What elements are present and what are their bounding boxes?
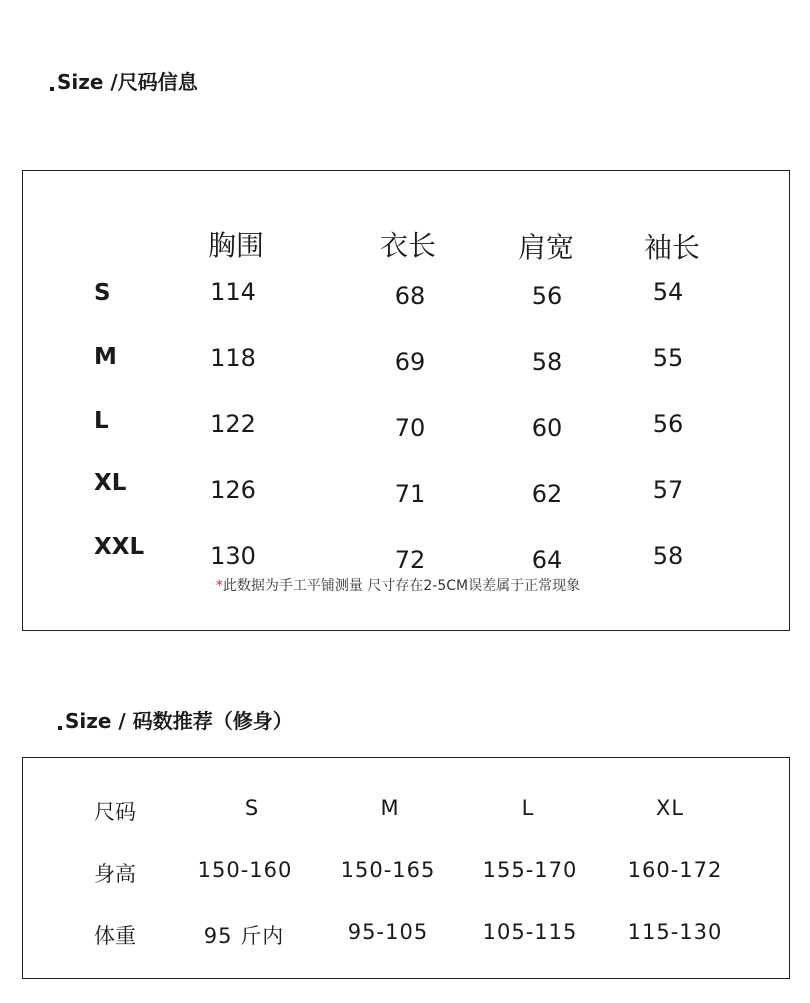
table-cell: 72 bbox=[394, 546, 426, 574]
table-cell: 160-172 bbox=[627, 858, 723, 882]
table-cell: 57 bbox=[652, 476, 684, 504]
note-asterisk: * bbox=[215, 578, 223, 594]
table-cell: 130 bbox=[210, 542, 256, 570]
row-label-s: S bbox=[94, 280, 111, 306]
table-cell: 55 bbox=[652, 344, 684, 372]
table-cell: 105-115 bbox=[482, 920, 578, 944]
table-cell: 60 bbox=[531, 414, 563, 442]
col-header-sleeve: 袖长 bbox=[643, 231, 701, 264]
table-cell: 71 bbox=[394, 480, 426, 508]
table-cell: 62 bbox=[531, 480, 563, 508]
row-label-xl: XL bbox=[94, 470, 127, 496]
table-cell: 150-165 bbox=[340, 858, 436, 882]
row-label-height: 身高 bbox=[94, 862, 136, 886]
table-cell: 95-105 bbox=[347, 920, 429, 944]
table-cell: 95 斤内 bbox=[203, 924, 285, 948]
size-col-s: S bbox=[244, 796, 260, 820]
measurement-note bbox=[216, 575, 580, 595]
table-cell: 54 bbox=[652, 278, 684, 306]
table-cell: 58 bbox=[531, 348, 563, 376]
table-cell: 118 bbox=[210, 344, 256, 372]
table-cell: 68 bbox=[394, 282, 426, 310]
bullet-dot-icon bbox=[50, 87, 54, 91]
size-info-heading: Size /尺码信息 bbox=[50, 66, 198, 95]
col-header-length: 衣长 bbox=[379, 229, 437, 262]
header-label-size: 尺码 bbox=[94, 800, 136, 824]
table-cell: 56 bbox=[652, 410, 684, 438]
table-cell: 58 bbox=[652, 542, 684, 570]
bullet-dot-icon bbox=[58, 726, 62, 730]
size-col-l: L bbox=[521, 796, 535, 820]
table-cell: 69 bbox=[394, 348, 426, 376]
note-text: 此数据为手工平铺测量 尺寸存在2-5CM误差属于正常现象 bbox=[222, 578, 581, 594]
table-cell: 126 bbox=[210, 476, 256, 504]
table-cell: 150-160 bbox=[197, 858, 293, 882]
col-header-chest: 胸围 bbox=[207, 229, 265, 262]
recommend-heading: Size / 码数推荐（修身） bbox=[58, 705, 293, 734]
table-cell: 122 bbox=[210, 410, 256, 438]
table-cell: 155-170 bbox=[482, 858, 578, 882]
size-col-xl: XL bbox=[655, 796, 685, 820]
col-header-shoulder: 肩宽 bbox=[517, 231, 575, 264]
table-cell: 70 bbox=[394, 414, 426, 442]
size-col-m: M bbox=[380, 796, 400, 820]
row-label-l: L bbox=[94, 408, 109, 434]
row-label-m: M bbox=[94, 344, 117, 370]
table-cell: 114 bbox=[210, 278, 256, 306]
row-label-xxl: XXL bbox=[94, 534, 145, 560]
table-cell: 56 bbox=[531, 282, 563, 310]
table-cell: 115-130 bbox=[627, 920, 723, 944]
table-cell: 64 bbox=[531, 546, 563, 574]
row-label-weight: 体重 bbox=[94, 924, 136, 948]
